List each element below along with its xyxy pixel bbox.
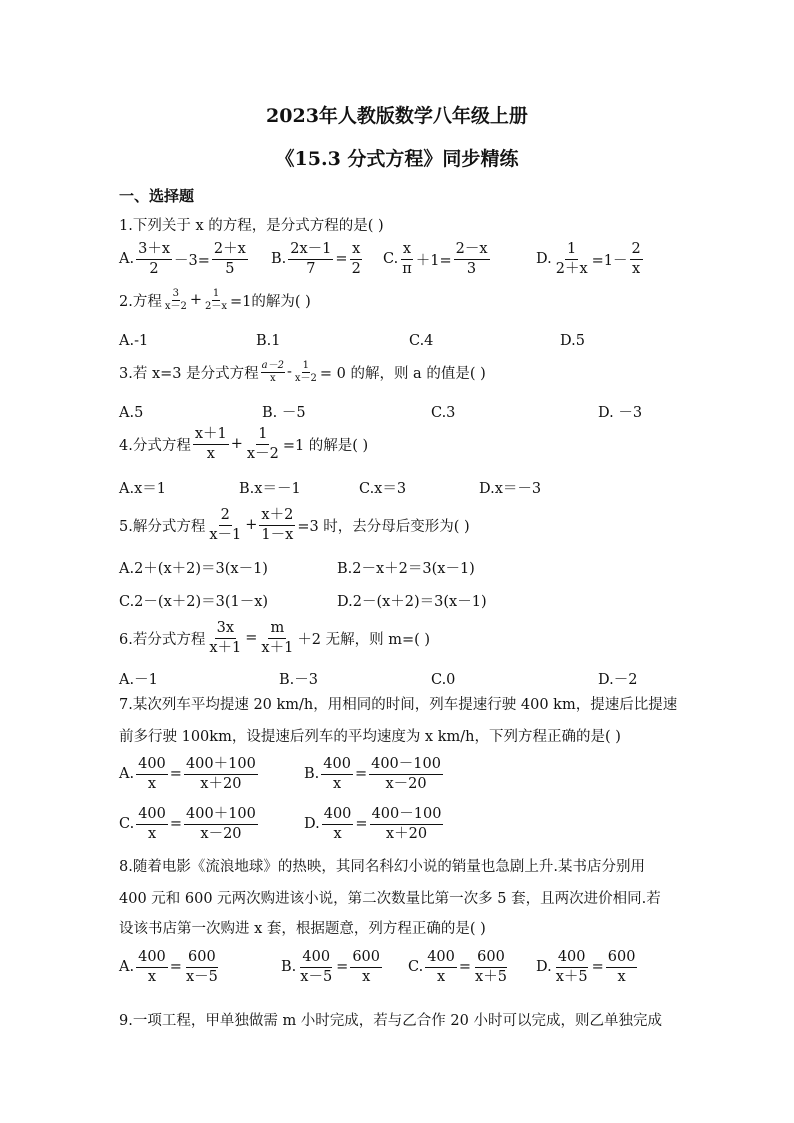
- q8-option-a: A. $\frac{400}{x}$ = $\frac{600}{x-5}$: [119, 949, 218, 985]
- q2-option-c: C.4: [409, 333, 434, 349]
- question-4-stem: 4.分式方程 $\frac{x+1}{x}$ + $\frac{1}{x-2}$ =1 的解是( ): [119, 426, 369, 462]
- q6-option-b: B.－3: [279, 672, 318, 688]
- question-8-line-3: 设该书店第一次购进 x 套，根据题意，列方程正确的是( ): [119, 921, 486, 937]
- q5-option-a: A.2＋(x＋2)＝3(x－1): [119, 561, 268, 577]
- q6-option-a: A.－1: [119, 672, 158, 688]
- q4-option-c: C.x＝3: [359, 481, 407, 497]
- q2-option-d: D.5: [560, 333, 585, 349]
- q7-option-d: D. $\frac{400}{x}$ = $\frac{400-100}{x+20}$: [304, 806, 442, 842]
- question-9-line-1: 9.一项工程，甲单独做需 m 小时完成，若与乙合作 20 小时可以完成，则乙单独完成: [119, 1013, 662, 1029]
- question-7-line-1: 7.某次列车平均提速 20 km/h，用相同的时间，列车提速行驶 400 km，提速后比提速: [119, 697, 678, 713]
- question-2-stem: 2.方程 $\frac{3}{x-2}$ + $\frac{1}{2-x}$ =1的解为( ): [119, 288, 311, 312]
- q3-option-a: A.5: [119, 405, 144, 421]
- q7-option-a: A. $\frac{400}{x}$ = $\frac{400+100}{x+20}$: [119, 756, 256, 792]
- q7-option-b: B. $\frac{400}{x}$ = $\frac{400-100}{x-20}$: [304, 756, 441, 792]
- q5-option-d: D.2－(x＋2)＝3(x－1): [337, 594, 487, 610]
- question-6-stem: 6.若分式方程 $\frac{3x}{x+1}$ = $\frac{m}{x+1}$ ＋2 无解，则 m=( ): [119, 620, 431, 656]
- question-7-line-2: 前多行驶 100km，设提速后列车的平均速度为 x km/h，下列方程正确的是( ): [119, 729, 621, 745]
- q6-option-c: C.0: [431, 672, 456, 688]
- q1-option-d: D. $\frac{1}{2+x}$ =1－ $\frac{2}{x}$: [536, 241, 641, 277]
- question-3-stem: 3.若 x=3 是分式方程 $\frac{a-2}{x}$ - $\frac{1}{x-2}$ = 0 的解，则 a 的值是( ): [119, 360, 486, 384]
- q8-option-b: B. $\frac{400}{x-5}$ = $\frac{600}{x}$: [281, 949, 381, 985]
- q8-option-c: C. $\frac{400}{x}$ = $\frac{600}{x+5}$: [408, 949, 507, 985]
- document-subtitle: 《15.3 分式方程》同步精练: [275, 148, 519, 170]
- q7-option-c: C. $\frac{400}{x}$ = $\frac{400+100}{x-20}$: [119, 806, 256, 842]
- q8-option-d: D. $\frac{400}{x+5}$ = $\frac{600}{x}$: [536, 949, 636, 985]
- question-1-stem: 1.下列关于 x 的方程，是分式方程的是( ): [119, 218, 384, 234]
- q3-option-c: C.3: [431, 405, 456, 421]
- q6-option-d: D.－2: [598, 672, 638, 688]
- q4-option-a: A.x＝1: [119, 481, 166, 497]
- q1-option-c: C. $\frac{x}{\pi}$ ＋1= $\frac{2-x}{3}$: [383, 241, 488, 277]
- q4-option-d: D.x＝－3: [479, 481, 542, 497]
- q4-option-b: B.x＝－1: [239, 481, 301, 497]
- q5-option-b: B.2－x＋2＝3(x－1): [337, 561, 475, 577]
- question-5-stem: 5.解分式方程 $\frac{2}{x-1}$ + $\frac{x+2}{1-x}$ =3 时，去分母后变形为( ): [119, 507, 470, 543]
- q3-option-b: B. －5: [262, 405, 306, 421]
- section-heading: 一、选择题: [119, 187, 195, 205]
- q1-option-b: B. $\frac{2x-1}{7}$ = $\frac{x}{2}$: [271, 241, 361, 277]
- q3-option-d: D. －3: [598, 405, 643, 421]
- q1-option-a: A. $\frac{3+x}{2}$ －3= $\frac{2+x}{5}$: [119, 241, 246, 277]
- q5-option-c: C.2－(x＋2)＝3(1－x): [119, 594, 269, 610]
- question-8-line-1: 8.随着电影《流浪地球》的热映，其同名科幻小说的销量也急剧上升.某书店分别用: [119, 859, 645, 875]
- q2-option-b: B.1: [256, 333, 281, 349]
- q2-option-a: A.-1: [119, 333, 149, 349]
- document-title: 2023年人教版数学八年级上册: [266, 105, 528, 127]
- question-8-line-2: 400 元和 600 元两次购进该小说，第二次数量比第一次多 5 套，且两次进价相同.若: [119, 891, 661, 907]
